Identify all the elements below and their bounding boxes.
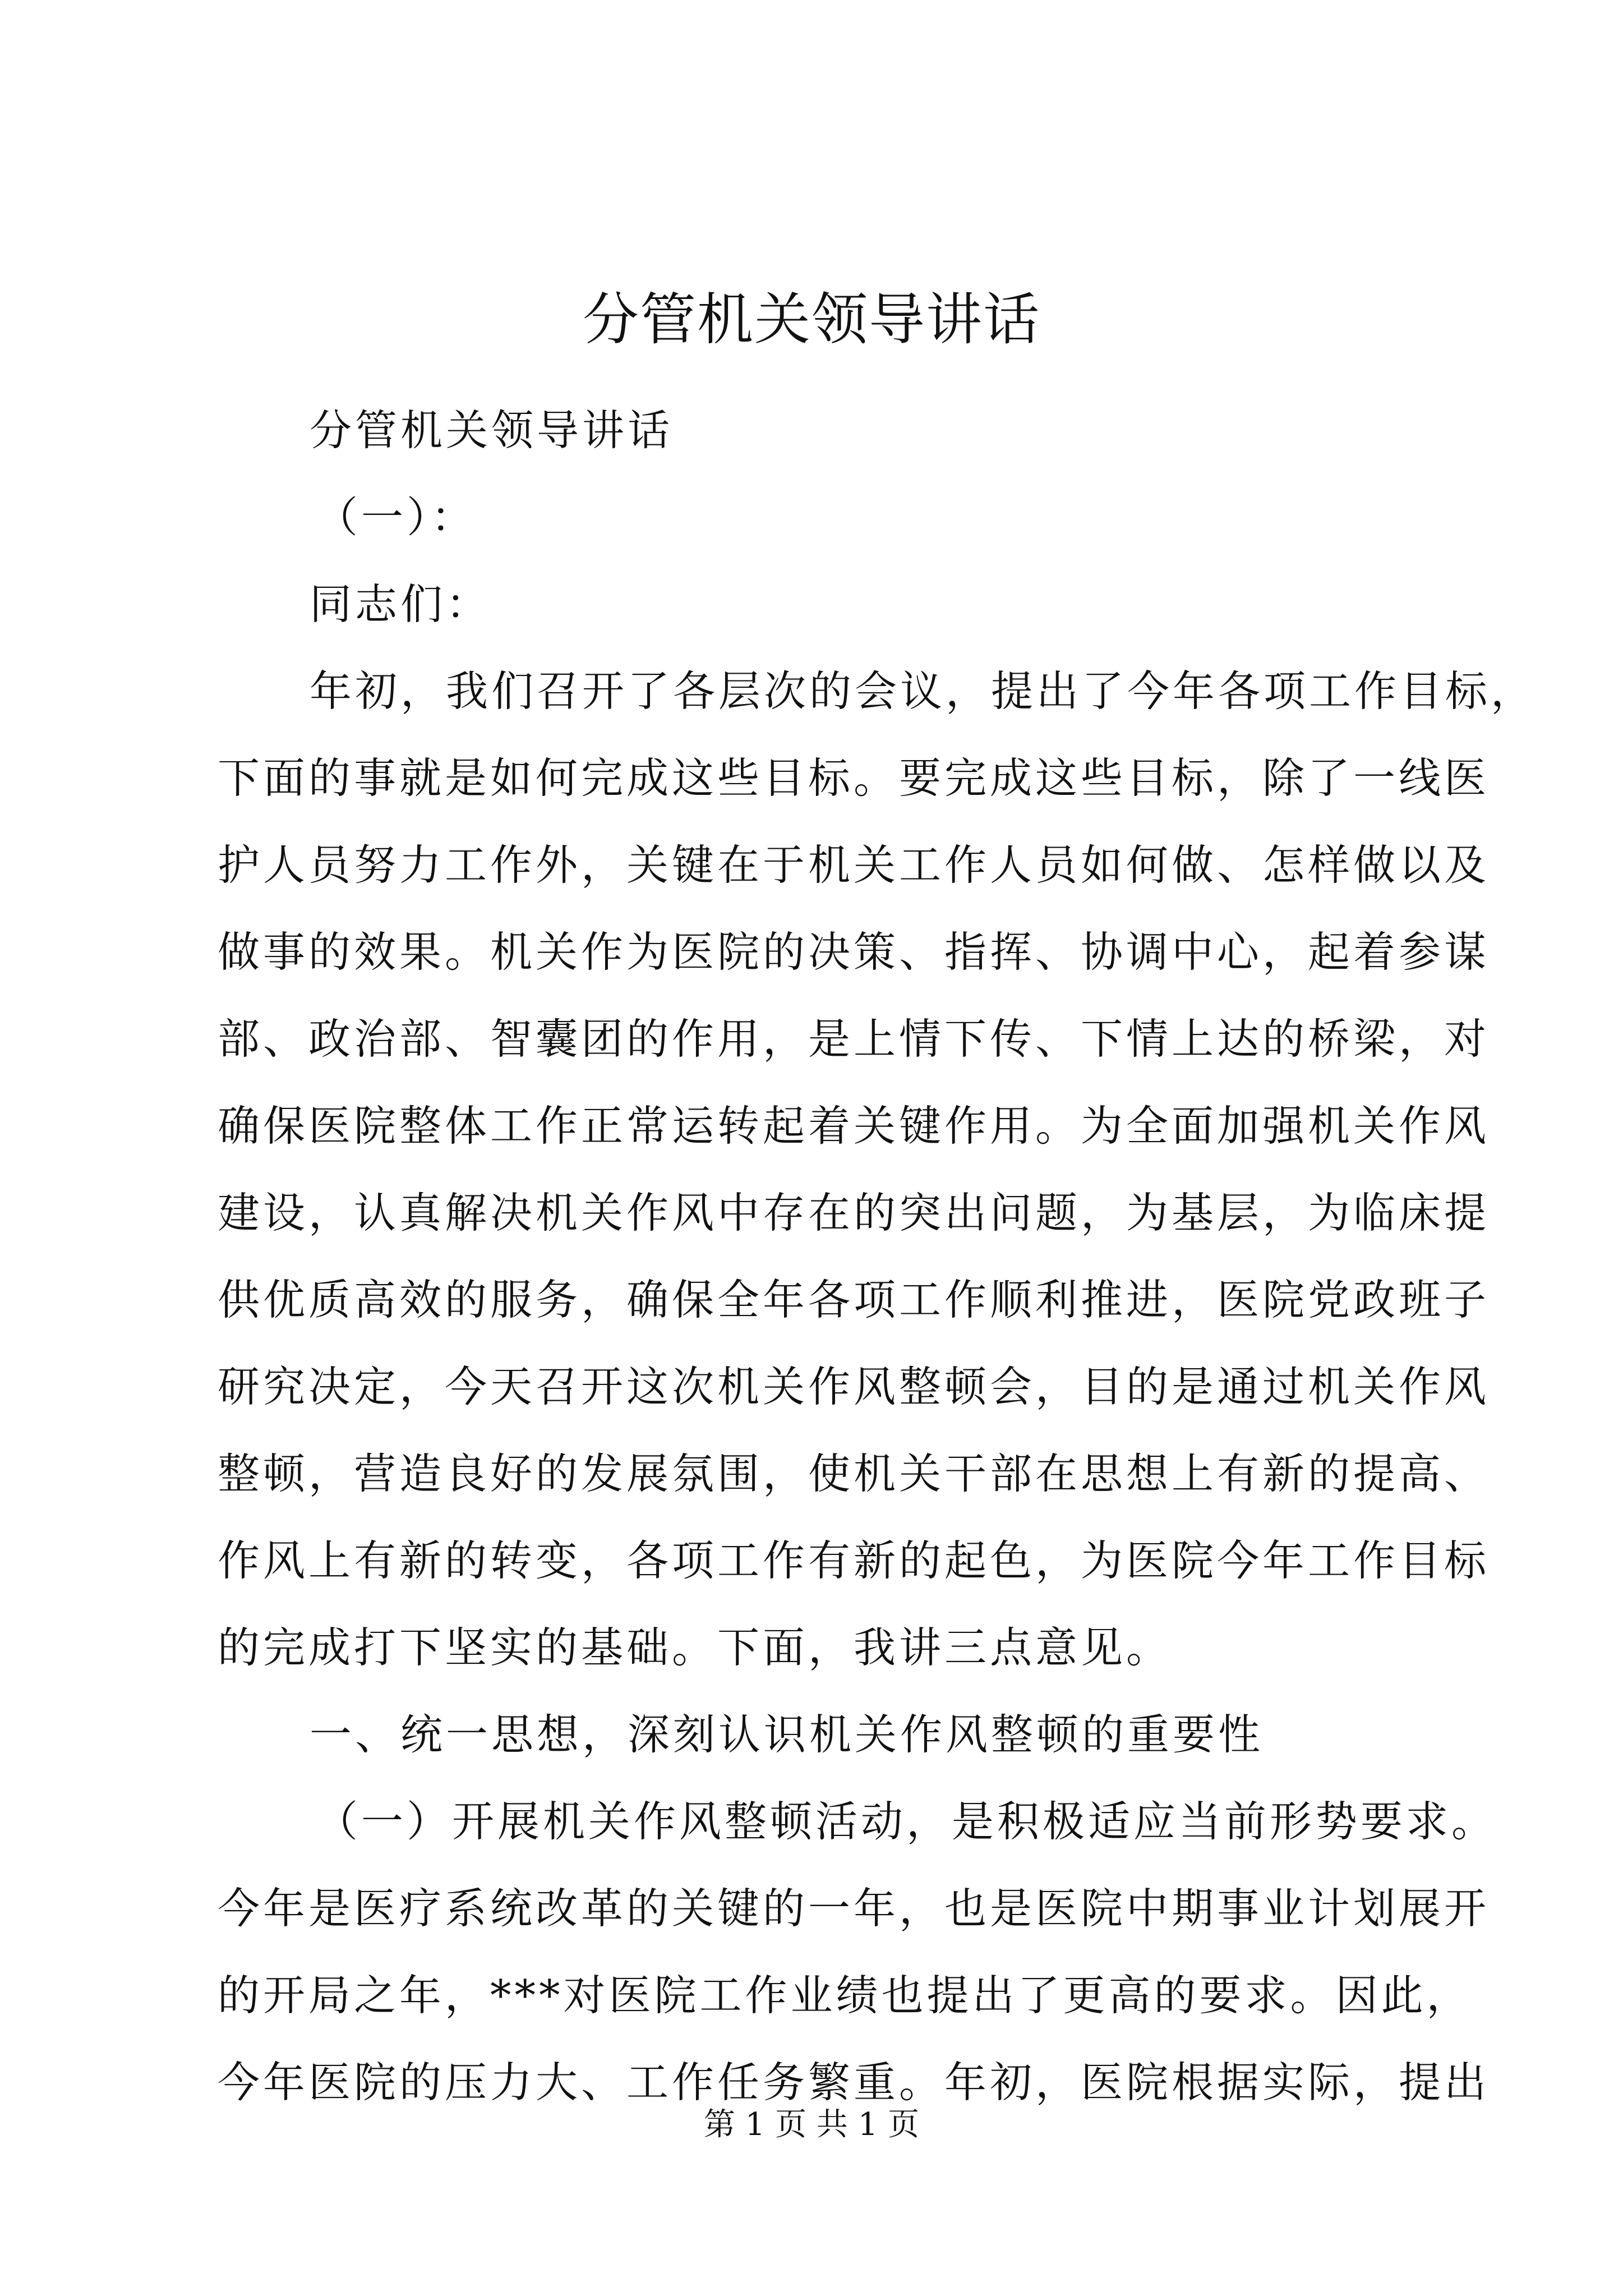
body-line: 研究决定，今天召开这次机关作风整顿会，目的是通过机关作风 <box>218 1362 1490 1411</box>
body-line: 分管机关领导讲话 <box>310 406 674 455</box>
body-line: （一）： <box>316 493 477 542</box>
page-footer: 第 1 页 共 1 页 <box>703 2106 920 2143</box>
body-line: 建设，认真解决机关作风中存在的突出问题，为基层，为临床提 <box>218 1188 1490 1237</box>
body-line: 的开局之年，***对医院工作业绩也提出了更高的要求。因此， <box>218 1971 1472 2020</box>
body-line: 部、政治部、智囊团的作用，是上情下传、下情上达的桥梁，对 <box>218 1014 1490 1064</box>
body-line: 的完成打下坚实的基础。下面，我讲三点意见。 <box>218 1623 1172 1672</box>
body-line: 作风上有新的转变，各项工作有新的起色，为医院今年工作目标 <box>218 1536 1490 1585</box>
body-line: 整顿，营造良好的发展氛围，使机关干部在思想上有新的提高、 <box>218 1449 1490 1498</box>
body-line: 年初，我们召开了各层次的会议，提出了今年各项工作目标， <box>310 666 1537 716</box>
body-line: 同志们： <box>310 579 492 629</box>
body-line: 护人员努力工作外，关键在于机关工作人员如何做、怎样做以及 <box>218 840 1490 890</box>
document-body <box>218 387 1537 2126</box>
body-line: 确保医院整体工作正常运转起着关键作用。为全面加强机关作风 <box>218 1101 1490 1151</box>
body-line: 供优质高效的服务，确保全年各项工作顺利推进，医院党政班子 <box>218 1275 1490 1324</box>
section-heading: 一、统一思想，深刻认识机关作风整顿的重要性 <box>310 1710 1264 1759</box>
document-title: 分管机关领导讲话 <box>583 287 1040 352</box>
body-line: 做事的效果。机关作为医院的决策、指挥、协调中心，起着参谋 <box>218 927 1490 977</box>
body-line: （一）开展机关作风整顿活动，是积极适应当前形势要求。 <box>316 1797 1497 1846</box>
body-line: 今年是医疗系统改革的关键的一年，也是医院中期事业计划展开 <box>218 1884 1490 1933</box>
body-line: 今年医院的压力大、工作任务繁重。年初，医院根据实际，提出 <box>218 2058 1490 2107</box>
body-line: 下面的事就是如何完成这些目标。要完成这些目标，除了一线医 <box>218 753 1490 803</box>
